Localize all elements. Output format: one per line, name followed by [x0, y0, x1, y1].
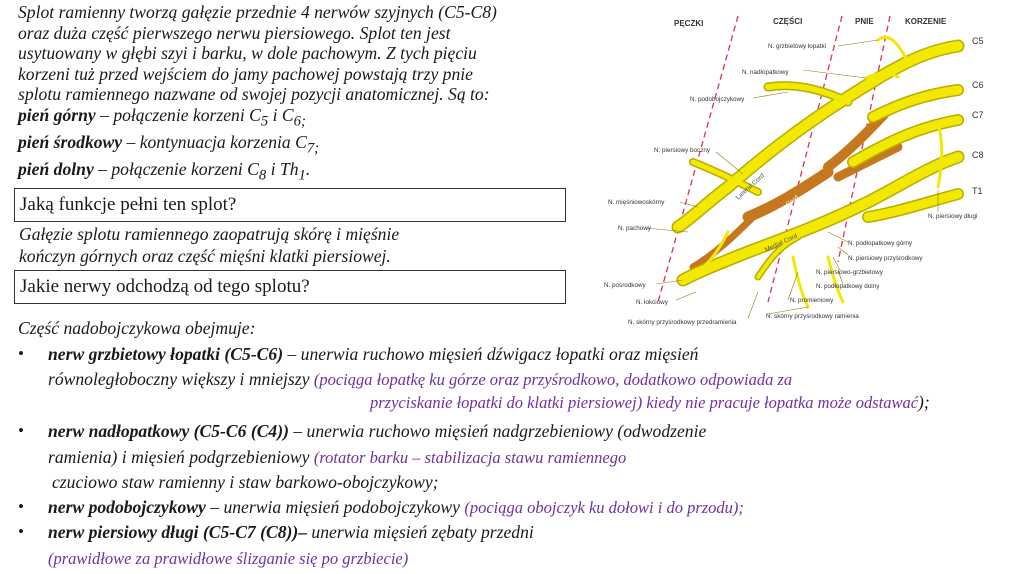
intro-line: usytuowany w głębi szyi i barku, w dole pachowym. Z tych pięciu [18, 43, 477, 63]
nerve-text-line: czuciowo staw ramienny i staw barkowo-obojczykowy; [52, 472, 439, 492]
section-title: Część nadobojczykowa obejmuje: [18, 318, 256, 338]
nerve-note-end: ); [918, 392, 930, 412]
intro-line: oraz duża część pierwszego nerwu piersiowego. Splot ten jest [18, 22, 451, 43]
nerve-text-line [48, 447, 626, 468]
cord-label: Medial Cord [763, 232, 799, 254]
trunk-name: pień górny [18, 104, 96, 125]
nerve-label: N. podłopatkowy górny [848, 240, 913, 247]
nerve-note-line [370, 392, 930, 413]
subscript: 6; [293, 113, 306, 130]
root-label: C5 [972, 36, 984, 46]
nerve-label: N. piersiowy boczny [654, 147, 710, 154]
trunk-desc: . [305, 158, 311, 179]
nerve-note: (pociąga łopatkę ku górze oraz przyśrodkowo, dodatkowo odpowiada za [313, 370, 793, 389]
brachial-plexus-diagram [598, 2, 1024, 334]
trunk-middle [18, 132, 618, 159]
nerve-text: – unerwia mięsień podobojczykowy [205, 497, 465, 517]
root-label: T1 [972, 186, 983, 196]
diagram-header: CZĘŚCI [773, 17, 803, 26]
nerve-note: przyciskanie łopatki do klatki piersiowej) kiedy nie pracuje łopatka może odstawać [370, 393, 919, 412]
nerve-label: N. promieniowy [790, 297, 834, 304]
subscript: 7; [306, 140, 320, 157]
intro-line: Splot ramienny tworzą gałęzie przednie 4 nerwów szyjnych (C5-C8) [18, 2, 497, 22]
nerve-note: (rotator barku – stabilizacja stawu ramiennego [313, 448, 627, 467]
question-box-function: Jaką funkcje pełni ten splot? [14, 188, 566, 222]
nerve-label: N. mięśniowoskórny [608, 199, 665, 206]
trunk-name: pień dolny [18, 158, 94, 179]
nerve-note: (pociąga obojczyk ku dołowi i do przodu); [464, 498, 744, 517]
nerve-label: N. skórny przyśrodkowy przedramienia [628, 319, 737, 326]
nerve-item-dorsal-scapular [48, 344, 698, 365]
nerve-text-line [48, 369, 792, 390]
intro-line: korzeni tuż przed wejściem do jamy pachowej powstają trzy pnie [18, 63, 473, 84]
nerve-text: równoległoboczny większy i mniejszy [48, 369, 314, 389]
nerve-name: nerw grzbietowy łopatki (C5-C6) [48, 344, 284, 364]
trunk-desc: i Th [266, 158, 299, 179]
intro-paragraph [18, 2, 618, 186]
answer-line: kończyn górnych oraz część mięśni klatki piersiowej. [19, 246, 391, 266]
answer-function [19, 223, 399, 267]
subscript: 1 [298, 167, 306, 184]
trunk-lower [18, 159, 618, 186]
answer-line: Gałęzie splotu ramiennego zaopatrują skórę i mięśnie [19, 224, 400, 244]
nerve-text: – unerwia ruchowo mięsień dźwigacz łopatki oraz mięsień [283, 344, 699, 364]
trunk-name: pień środkowy [18, 131, 123, 152]
nerve-label: N. pachowy [618, 225, 651, 232]
nerve-label: N. pośrodkowy [604, 282, 646, 289]
nerve-label: N. piersiowy przyśrodkowy [848, 255, 923, 262]
diagram-header: PĘCZKI [674, 19, 704, 28]
nerve-label: N. piersiowo-grzbietowy [816, 269, 883, 276]
nerve-item-long-thoracic [48, 522, 534, 543]
root-label: C8 [972, 150, 984, 160]
bullet: • [18, 522, 24, 541]
root-label: C7 [972, 110, 984, 120]
nerve-label: N. grzbietowy łopatki [768, 43, 827, 50]
nerve-label: N. podobojczykowy [690, 96, 745, 103]
nerve-label: N. piersiowy długi [928, 213, 978, 220]
nerve-name: nerw nadłopatkowy (C5-C6 (C4)) [48, 421, 289, 441]
nerve-label: N. skórny przyśrodkowy ramienia [766, 313, 859, 320]
nerve-note: (prawidłowe za prawidłowe ślizganie się po grzbiecie) [48, 549, 409, 568]
subscript: 5 [260, 113, 269, 130]
nerve-label: N. nadłopatkowy [742, 69, 789, 76]
bullet: • [18, 497, 24, 516]
nerve-text: unerwia mięsień zębaty przedni [307, 522, 534, 542]
nerve-text: – unerwia ruchowo mięsień nadgrzebieniowy (odwodzenie [288, 421, 707, 441]
nerve-name: nerw podobojczykowy [48, 497, 206, 517]
subscript: 8 [258, 167, 267, 184]
nerve-item-subclavius [48, 497, 744, 518]
intro-line: splotu ramiennego nazwane od swojej pozycji anatomicznej. Są to: [18, 84, 490, 104]
nerve-note-line [48, 548, 408, 569]
nerve-name: nerw piersiowy długi (C5-C7 (C8))– [48, 522, 308, 542]
diagram-header: KORZENIE [905, 17, 947, 26]
bullet: • [18, 344, 24, 363]
trunk-desc: – połączenie korzeni C [95, 104, 261, 125]
bullet: • [18, 421, 24, 440]
nerve-item-suprascapular [48, 421, 706, 442]
question-box-nerves: Jakie nerwy odchodzą od tego splotu? [14, 270, 566, 304]
nerve-label: N. łokciowy [636, 299, 668, 306]
root-label: C6 [972, 80, 984, 90]
cord-label: Posterior Cord [762, 194, 801, 226]
trunk-desc: – kontynuacja korzenia C [122, 131, 307, 152]
cord-label: Lateral Cord [734, 172, 766, 202]
trunk-upper [18, 105, 618, 132]
diagram-header: PNIE [855, 17, 874, 26]
trunk-desc: – połączenie korzeni C [93, 158, 259, 179]
nerve-text: ramienia) i mięsień podgrzebieniowy [48, 447, 314, 467]
trunk-desc: i C [268, 104, 294, 125]
nerve-label: N. podłopatkowy dolny [816, 283, 880, 290]
